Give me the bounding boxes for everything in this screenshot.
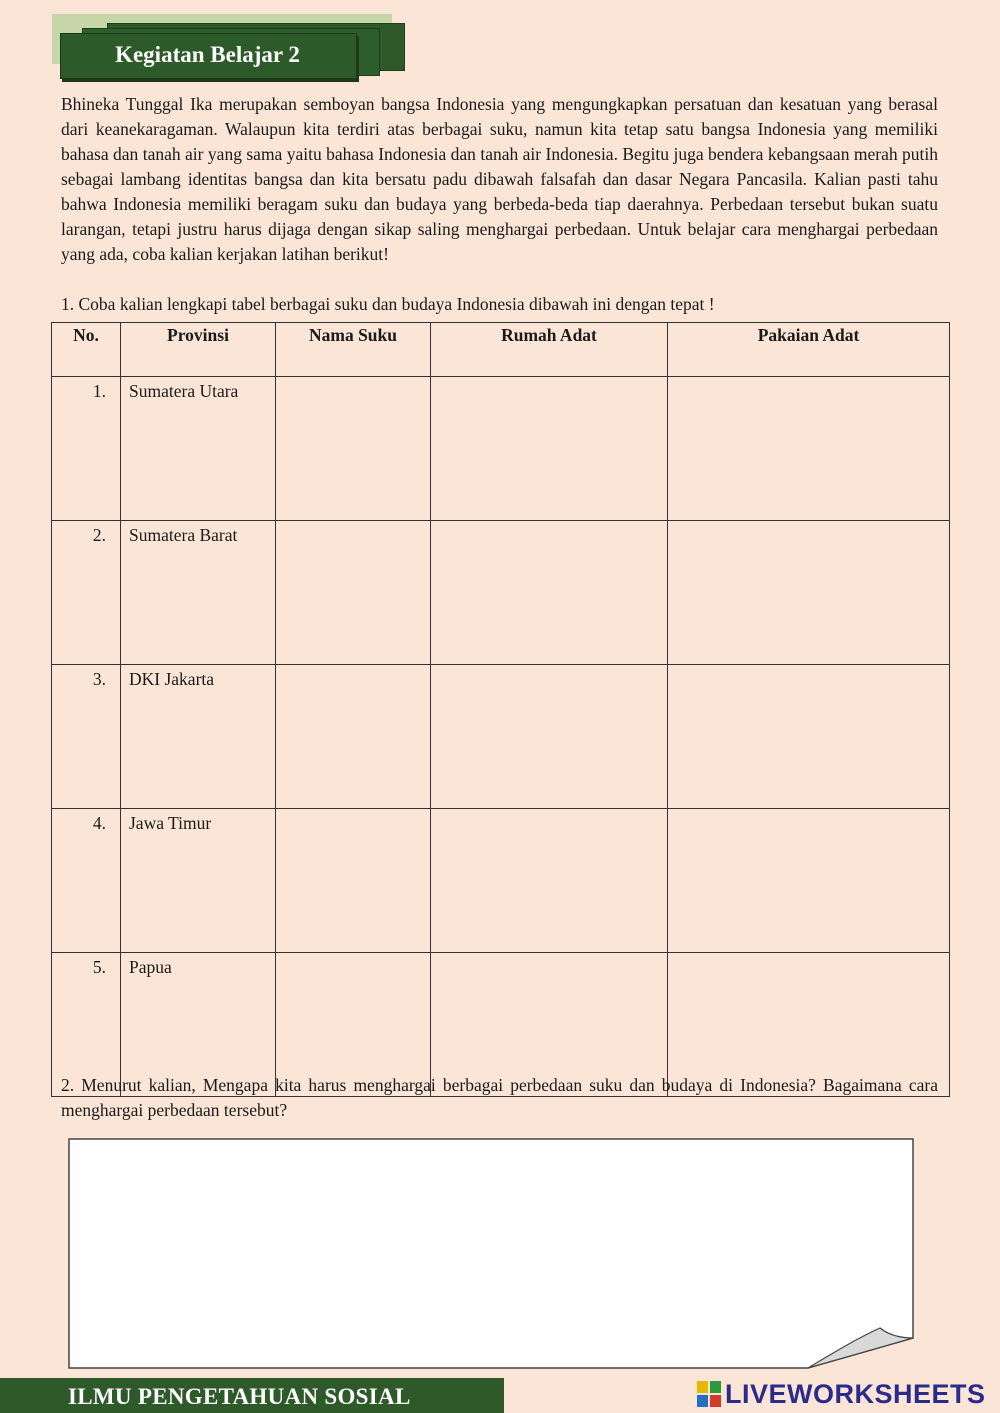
pakaian-adat-cell[interactable] <box>668 377 950 521</box>
question-2: 2. Menurut kalian, Mengapa kita harus menghargai berbagai perbedaan suku dan budaya di Indonesia? Bagaimana cara menghargai perbedaan tersebut? <box>61 1075 938 1120</box>
row-number: 5. <box>52 953 121 1097</box>
nama-suku-cell[interactable] <box>276 665 431 809</box>
nama-suku-cell[interactable] <box>276 377 431 521</box>
nama-suku-cell[interactable] <box>276 809 431 953</box>
section-title: Kegiatan Belajar 2 <box>115 42 300 67</box>
liveworksheets-logo-icon <box>697 1381 721 1407</box>
culture-table <box>51 322 950 1097</box>
table-header-row <box>52 323 950 377</box>
liveworksheets-brand <box>697 1379 986 1409</box>
footer-subject: ILMU PENGETAHUAN SOSIAL <box>68 1384 411 1409</box>
row-number: 1. <box>52 377 121 521</box>
table-row <box>52 809 950 953</box>
intro-paragraph: Bhineka Tunggal Ika merupakan semboyan bangsa Indonesia yang mengungkapkan persatuan dan kesatuan yang berasal dari keanekaragaman. Walaupun kita terdiri atas berbagai suku, namun kita tetap satu bangsa Indonesia yang memiliki bahasa dan tanah air yang sama yaitu bahasa Indonesia dan tanah air Indonesia. Begitu juga bendera kebangsaan merah putih sebagai lambang identitas bangsa dan kita bersatu padu dibawah falsafah dan dasar Negara Pancasila. Kalian pasti tahu bahwa Indonesia memiliki beragam suku dan budaya yang berbeda-beda tiap daerahnya. Perbedaan tersebut bukan suatu larangan, tetapi justru harus dijaga dengan sikap saling menghargai perbedaan. Untuk belajar cara menghargai perbedaan yang ada, coba kalian kerjakan latihan berikut! <box>61 94 938 264</box>
row-provinsi: Sumatera Utara <box>121 377 276 521</box>
row-number: 3. <box>52 665 121 809</box>
answer-input[interactable] <box>72 1142 906 1336</box>
header-no: No. <box>52 323 121 377</box>
table-row <box>52 377 950 521</box>
question-1: 1. Coba kalian lengkapi tabel berbagai suku dan budaya Indonesia dibawah ini dengan tepat ! <box>61 294 715 314</box>
row-number: 4. <box>52 809 121 953</box>
row-number: 2. <box>52 521 121 665</box>
pakaian-adat-cell[interactable] <box>668 521 950 665</box>
header-pakaian-adat: Pakaian Adat <box>668 323 950 377</box>
rumah-adat-cell[interactable] <box>431 377 668 521</box>
row-provinsi: DKI Jakarta <box>121 665 276 809</box>
header-nama-suku: Nama Suku <box>276 323 431 377</box>
nama-suku-cell[interactable] <box>276 521 431 665</box>
pakaian-adat-cell[interactable] <box>668 665 950 809</box>
section-banner <box>52 14 404 80</box>
answer-box <box>68 1138 914 1369</box>
rumah-adat-cell[interactable] <box>431 665 668 809</box>
rumah-adat-cell[interactable] <box>431 809 668 953</box>
liveworksheets-wordmark: LIVEWORKSHEETS <box>725 1378 986 1409</box>
table-row <box>52 521 950 665</box>
pakaian-adat-cell[interactable] <box>668 809 950 953</box>
rumah-adat-cell[interactable] <box>431 521 668 665</box>
table-row <box>52 665 950 809</box>
row-provinsi: Jawa Timur <box>121 809 276 953</box>
header-rumah-adat: Rumah Adat <box>431 323 668 377</box>
header-provinsi: Provinsi <box>121 323 276 377</box>
row-provinsi: Sumatera Barat <box>121 521 276 665</box>
row-provinsi: Papua <box>121 953 276 1097</box>
